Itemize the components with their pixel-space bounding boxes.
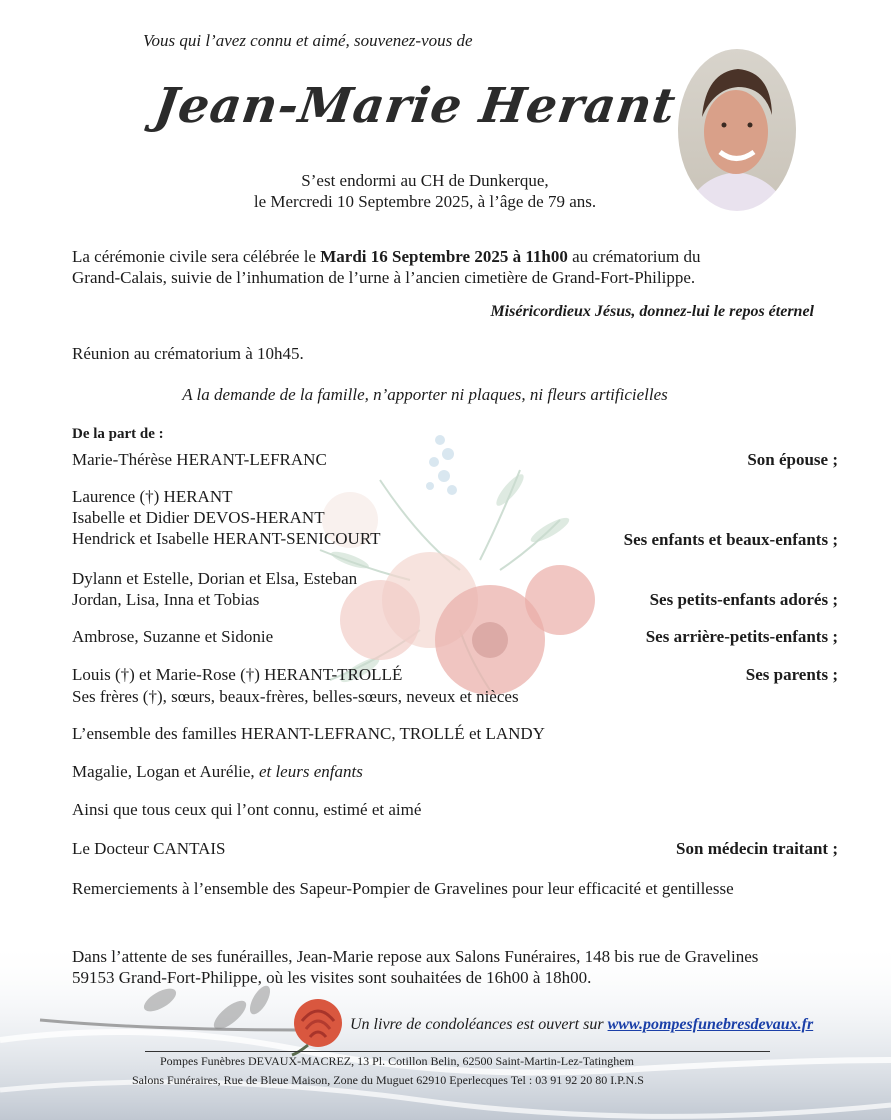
rose-icon [288, 995, 348, 1057]
petits-enfants-list [72, 568, 357, 610]
list-item: Isabelle et Didier DEVOS-HERANT [72, 508, 325, 527]
ainsi-line: Ainsi que tous ceux qui l’ont connu, estimé et aimé [72, 800, 422, 819]
remerciements-line: Remerciements à l’ensemble des Sapeur-Pompier de Gravelines pour leur efficacité et gentillesse [72, 879, 734, 898]
parents-role: Ses parents ; [745, 665, 838, 684]
ceremony-paragraph [72, 246, 842, 288]
ceremony-text-before: La cérémonie civile sera célébrée le [72, 247, 321, 266]
deceased-info-line1: S’est endormi au CH de Dunkerque, [301, 171, 549, 190]
epouse-role: Son épouse ; [747, 450, 838, 469]
epouse-name: Marie-Thérèse HERANT-LEFRANC [72, 450, 327, 469]
family-heading: De la part de : [72, 426, 164, 442]
magalie-names: Magalie, Logan et Aurélie, [72, 762, 259, 781]
magalie-line [72, 761, 363, 782]
arriere-name: Ambrose, Suzanne et Sidonie [72, 627, 274, 646]
footer-line2: Salons Funéraires, Rue de Bleue Maison, Zone du Muguet 62910 Eperlecques Tel : 03 91 92 20 80 I.P.N.S [132, 1073, 644, 1087]
repos-paragraph [72, 946, 758, 988]
reunion-line: Réunion au crématorium à 10h45. [72, 344, 304, 363]
ceremony-date: Mardi 16 Septembre 2025 à 11h00 [320, 247, 568, 266]
petits-enfants-role: Ses petits-enfants adorés ; [649, 590, 838, 609]
ceremony-line2: Grand-Calais, suivie de l’inhumation de l’urne à l’ancien cimetière de Grand-Fort-Philippe. [72, 268, 696, 287]
parents-name: Louis (†) et Marie-Rose (†) HERANT-TROLLÉ [72, 665, 403, 684]
footer-line1: Pompes Funèbres DEVAUX-MACREZ, 13 Pl. Cotillon Belin, 62500 Saint-Martin-Lez-Tatinghem [160, 1054, 634, 1068]
deceased-name-title: Jean-Marie Herant [151, 78, 680, 134]
deceased-info-line2: le Mercredi 10 Septembre 2025, à l’âge de 79 ans. [253, 192, 597, 211]
family-request: A la demande de la famille, n’apporter ni plaques, ni fleurs artificielles [182, 385, 668, 404]
docteur-name: Le Docteur CANTAIS [72, 839, 226, 858]
condoleances-line [350, 1016, 813, 1034]
list-item: Hendrick et Isabelle HERANT-SENICOURT [72, 529, 381, 548]
ceremony-text-after: au crématorium du [567, 247, 701, 266]
list-item: Dylann et Estelle, Dorian et Elsa, Esteban [72, 569, 358, 588]
condoleances-text: Un livre de condoléances est ouvert sur [350, 1016, 608, 1033]
repos-line1: Dans l’attente de ses funérailles, Jean-Marie repose aux Salons Funéraires, 148 bis rue de Gravelines [72, 947, 759, 966]
freres-line: Ses frères (†), sœurs, beaux-frères, belles-sœurs, neveux et nièces [72, 687, 519, 706]
magalie-children: et leurs enfants [258, 762, 363, 781]
enfants-list [72, 486, 381, 549]
prayer-line: Miséricordieux Jésus, donnez-lui le repos éternel [490, 303, 814, 320]
footer-divider [145, 1051, 770, 1052]
familles-line: L’ensemble des familles HERANT-LEFRANC, TROLLÉ et LANDY [72, 724, 545, 743]
portrait-photo [676, 47, 798, 213]
list-item: Laurence (†) HERANT [72, 487, 233, 506]
list-item: Jordan, Lisa, Inna et Tobias [72, 590, 260, 609]
intro-line: Vous qui l’avez connu et aimé, souvenez-vous de [143, 31, 473, 50]
condoleances-link[interactable]: www.pompesfunebresdevaux.fr [607, 1016, 814, 1033]
repos-line2: 59153 Grand-Fort-Philippe, où les visites sont souhaitées de 16h00 à 18h00. [72, 968, 592, 987]
enfants-role: Ses enfants et beaux-enfants ; [623, 530, 838, 549]
deceased-info [200, 170, 650, 212]
arriere-role: Ses arrière-petits-enfants ; [645, 627, 838, 646]
docteur-role: Son médecin traitant ; [676, 839, 838, 858]
